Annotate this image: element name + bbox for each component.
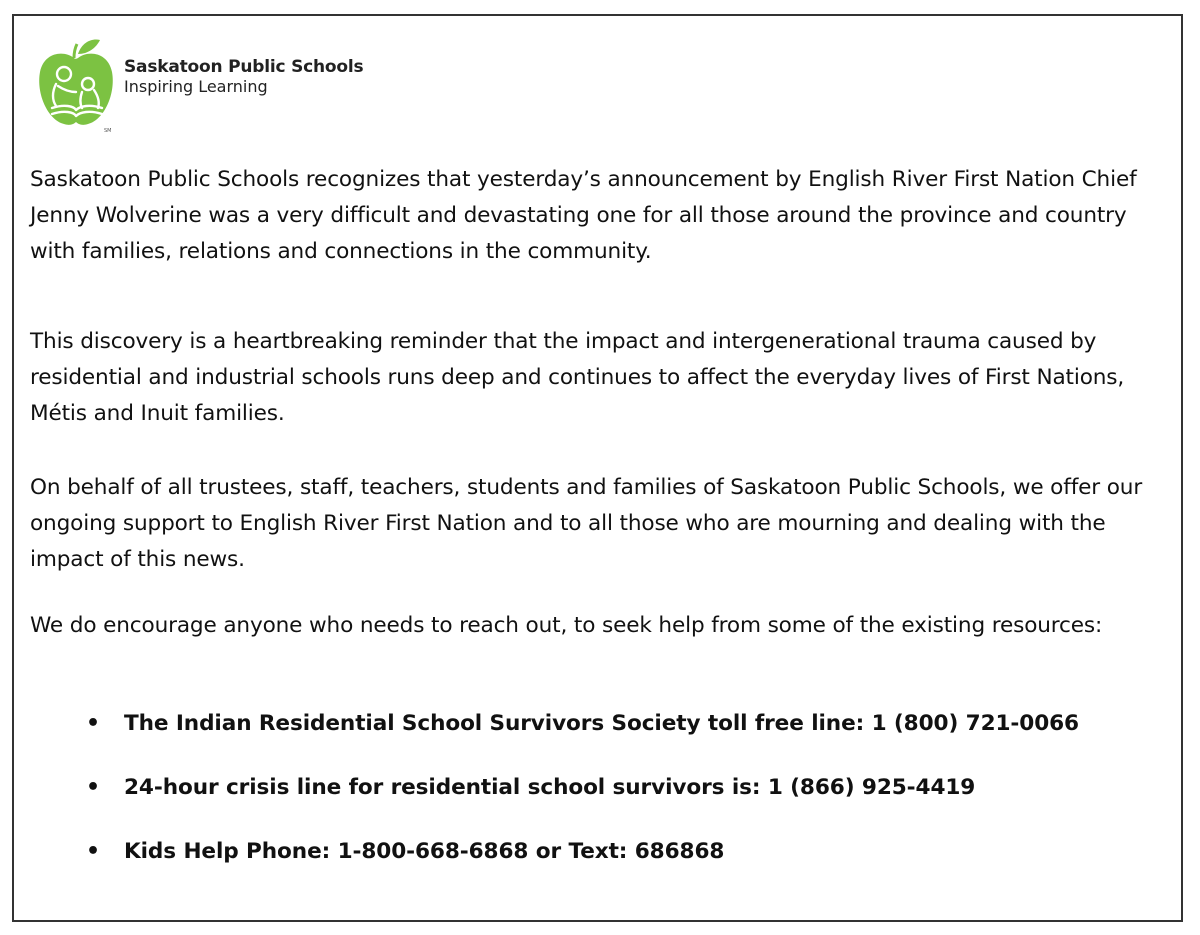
paragraph-support: On behalf of all trustees, staff, teachers, students and families of Saskatoon Public Schools, we offer our ongoing support to English River First Nation and to all those who are mourning and dealing with the impact of this news.	[30, 475, 1143, 572]
organization-name: Saskatoon Public Schools	[124, 57, 364, 78]
statement-document	[12, 14, 1183, 922]
resource-item-kids-help-phone	[30, 834, 1166, 898]
resource-text: 24-hour crisis line for residential school survivors is: 1 (866) 925-4419	[124, 775, 976, 800]
organization-tagline: Inspiring Learning	[124, 76, 268, 96]
brand-block	[124, 58, 363, 96]
letterhead	[34, 32, 363, 136]
bullet-icon: •	[86, 775, 101, 800]
bullet-icon: •	[86, 711, 101, 736]
resource-item-crisis-line	[30, 770, 1166, 834]
resource-text: The Indian Residential School Survivors Society toll free line: 1 (800) 721-0066	[124, 711, 1079, 736]
paragraph-discovery: This discovery is a heartbreaking reminder that the impact and intergenerational trauma caused by residential and industrial schools runs deep and continues to affect the everyday lives of First Nations, Métis and Inuit families.	[30, 329, 1125, 426]
svg-text:SM: SM	[104, 128, 112, 134]
bullet-icon: •	[86, 839, 101, 864]
apple-reading-figures-logo	[34, 34, 118, 134]
paragraph-announcement: Saskatoon Public Schools recognizes that yesterday’s announcement by English River First Nation Chief Jenny Wolverine was a very difficult and devastating one for all those around the province and country with families, relations and connections in the community.	[30, 167, 1137, 264]
resource-text: Kids Help Phone: 1-800-668-6868 or Text: 686868	[124, 839, 725, 864]
paragraph-resources-intro: We do encourage anyone who needs to reach out, to seek help from some of the existing resources:	[30, 613, 1103, 638]
resource-item-survivors-society	[30, 706, 1166, 770]
resource-list	[30, 706, 1166, 898]
